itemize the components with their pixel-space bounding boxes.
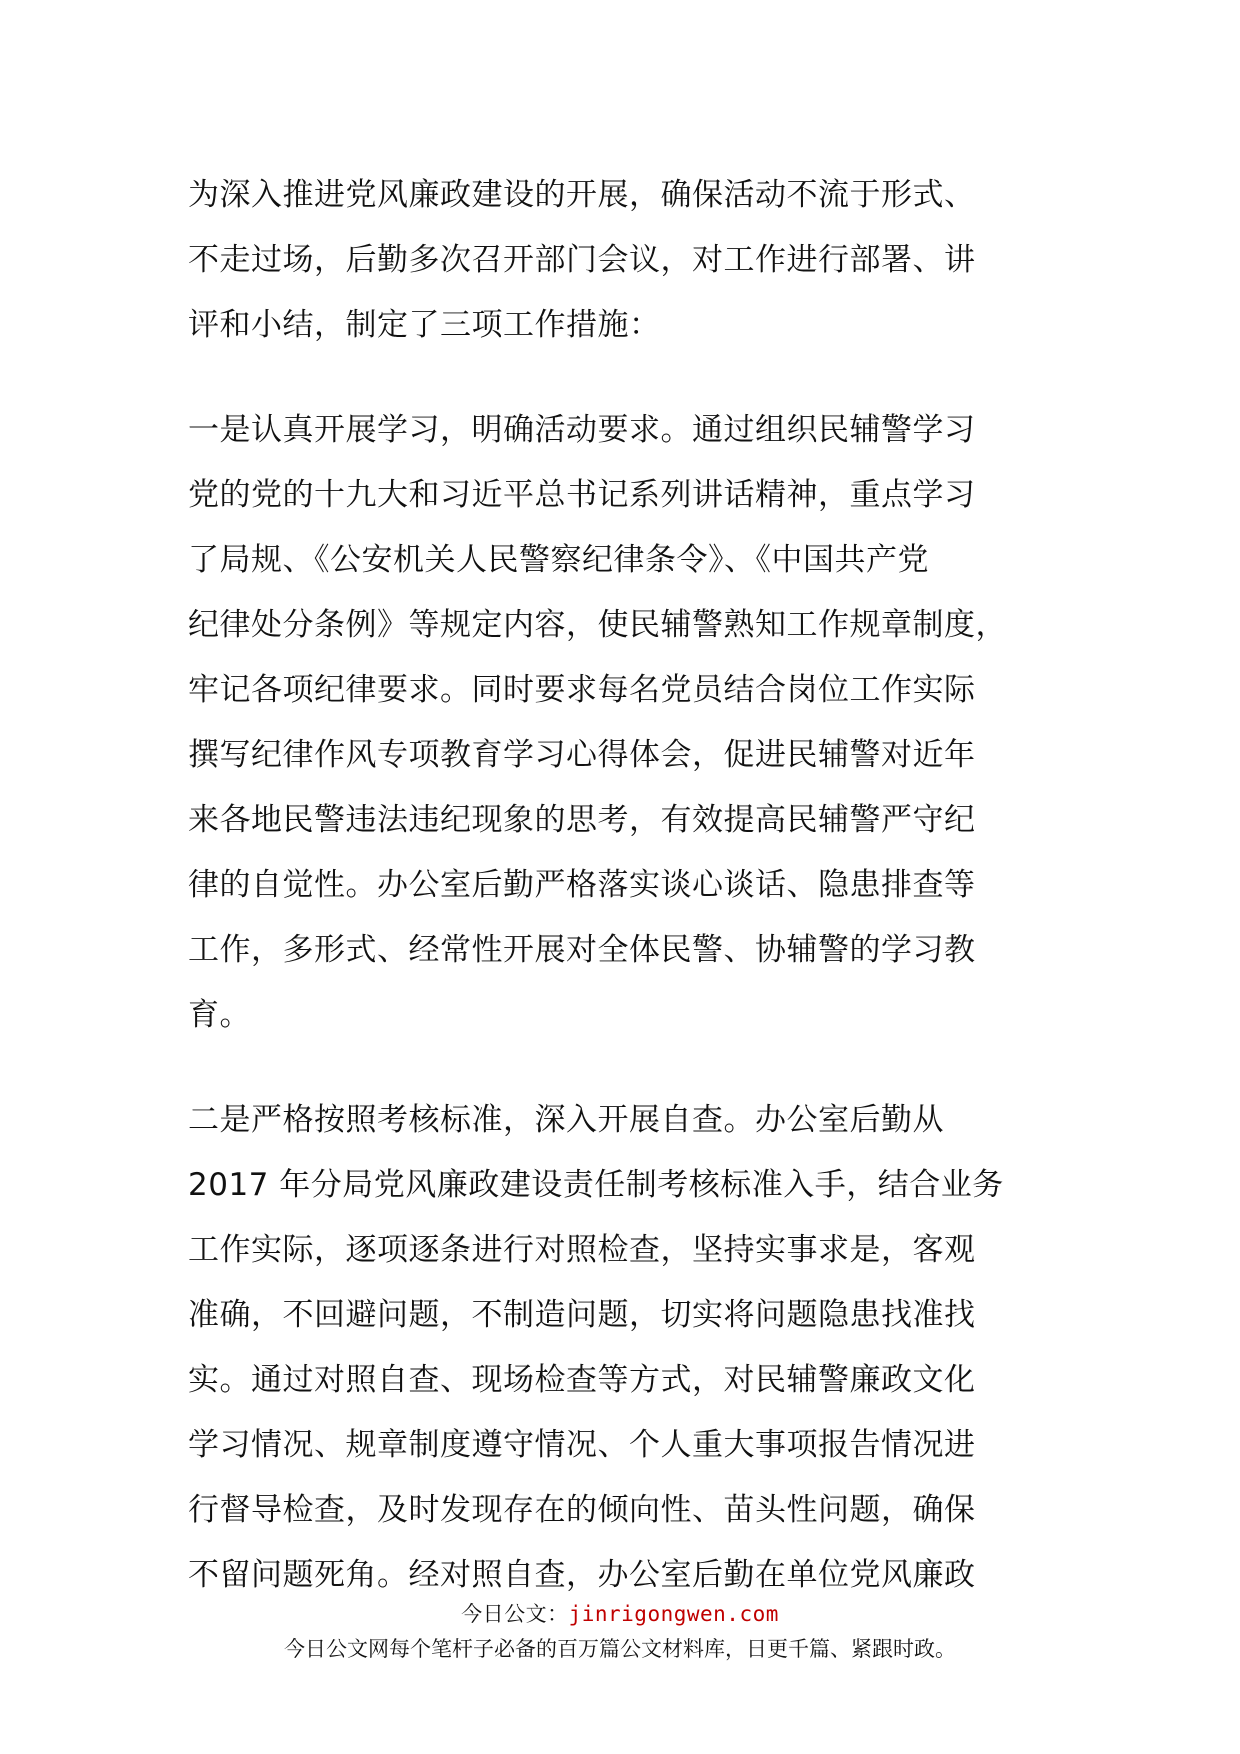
text-line: 工作，多形式、经常性开展对全体民警、协辅警的学习教 xyxy=(188,932,976,968)
footer-slogan: 今日公文网每个笔杆子必备的百万篇公文材料库，日更千篇、紧跟时政。 xyxy=(284,1637,956,1661)
text-line: 牢记各项纪律要求。同时要求每名党员结合岗位工作实际 xyxy=(188,672,976,708)
text-line: 评和小结，制定了三项工作措施： xyxy=(188,307,661,343)
paragraph-intro xyxy=(188,163,1068,358)
text-line: 纪律处分条例》等规定内容，使民辅警熟知工作规章制度， xyxy=(188,607,1007,643)
text-line: 准确，不回避问题，不制造问题，切实将问题隐患找准找 xyxy=(188,1297,976,1333)
text-line: 行督导检查，及时发现存在的倾向性、苗头性问题，确保 xyxy=(188,1492,976,1528)
text-line: 党的党的十九大和习近平总书记系列讲话精神，重点学习 xyxy=(188,477,976,513)
footer-site xyxy=(0,1598,1240,1628)
text-line: 2017 年分局党风廉政建设责任制考核标准入手，结合业务 xyxy=(188,1167,1004,1203)
text-line: 撰写纪律作风专项教育学习心得体会，促进民辅警对近年 xyxy=(188,737,976,773)
text-line: 学习情况、规章制度遵守情况、个人重大事项报告情况进 xyxy=(188,1427,976,1463)
text-line: 为深入推进党风廉政建设的开展，确保活动不流于形式、 xyxy=(188,177,976,213)
text-line: 不走过场，后勤多次召开部门会议，对工作进行部署、讲 xyxy=(188,242,976,278)
paragraph-measure-one xyxy=(188,398,1068,1048)
text-line: 二是严格按照考核标准，深入开展自查。办公室后勤从 xyxy=(188,1102,944,1138)
text-line: 了局规、《公安机关人民警察纪律条令》、《中国共产党 xyxy=(188,542,929,578)
text-line: 工作实际，逐项逐条进行对照检查，坚持实事求是，客观 xyxy=(188,1232,976,1268)
text-line: 来各地民警违法违纪现象的思考，有效提高民辅警严守纪 xyxy=(188,802,976,838)
footer-site-label: 今日公文： xyxy=(461,1602,569,1626)
text-line: 一是认真开展学习，明确活动要求。通过组织民辅警学习 xyxy=(188,412,976,448)
text-line: 律的自觉性。办公室后勤严格落实谈心谈话、隐患排查等 xyxy=(188,867,976,903)
document-body xyxy=(188,163,1068,1648)
paragraph-measure-two xyxy=(188,1088,1068,1608)
text-line: 育。 xyxy=(188,997,251,1033)
footer-site-link[interactable]: jinrigongwen.com xyxy=(568,1602,779,1626)
text-line: 实。通过对照自查、现场检查等方式，对民辅警廉政文化 xyxy=(188,1362,976,1398)
text-line: 不留问题死角。经对照自查，办公室后勤在单位党风廉政 xyxy=(188,1557,976,1593)
